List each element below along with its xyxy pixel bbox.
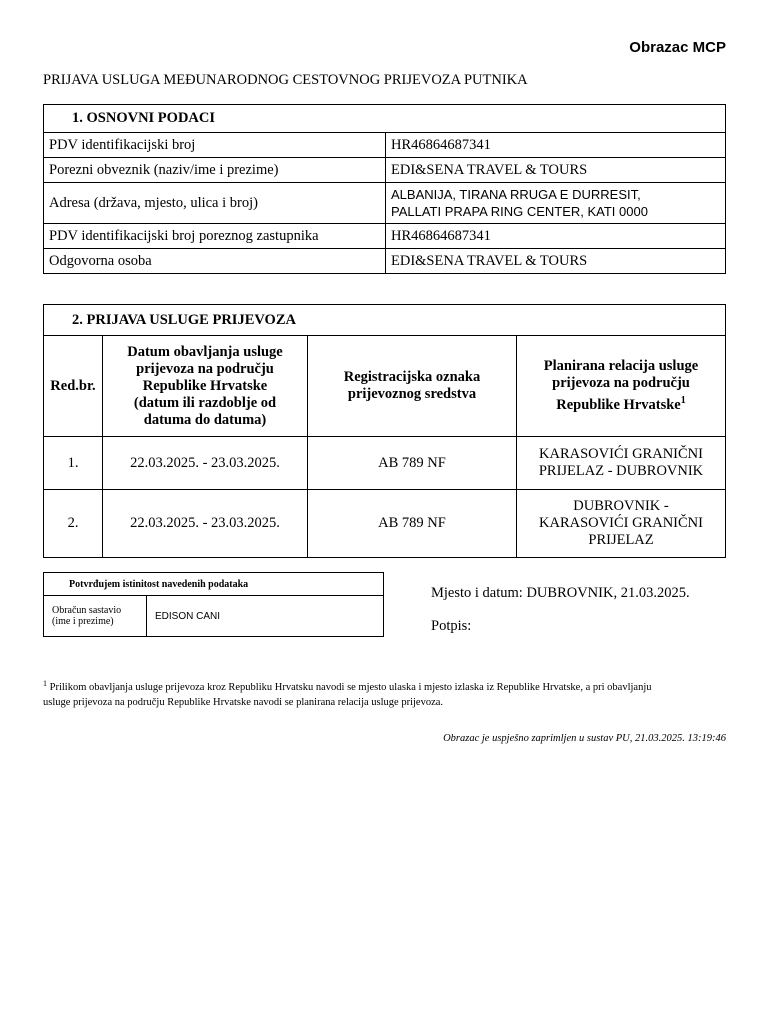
section1-heading: 1. OSNOVNI PODACI xyxy=(44,105,726,133)
address-label: Adresa (država, mjesto, ulica i broj) xyxy=(44,183,386,224)
compiled-by-label xyxy=(44,596,147,637)
col-header-route-text: Republike Hrvatske xyxy=(556,397,681,413)
footnote-mark: 1 xyxy=(43,679,47,688)
vat-id-value: HR46864687341 xyxy=(386,133,726,158)
table-row xyxy=(44,437,726,490)
transport-service-table xyxy=(43,304,726,558)
table-row xyxy=(44,490,726,558)
row-route xyxy=(517,490,726,558)
row-route-line: PRIJELAZ - DUBROVNIK xyxy=(538,463,704,479)
row-route xyxy=(517,437,726,490)
row-date: 22.03.2025. - 23.03.2025. xyxy=(103,490,308,558)
signature-label: Potpis: xyxy=(431,618,472,634)
row-route-line: KARASOVIĆI GRANIČNI xyxy=(539,446,703,462)
col-header-date-line: Republike Hrvatske xyxy=(142,377,268,394)
address-line-2: PALLATI PRAPA RING CENTER, KATI 0000 xyxy=(391,204,648,219)
row-registration: AB 789 NF xyxy=(308,437,517,490)
received-note: Obrazac je uspješno zaprimljen u sustav PU, 21.03.2025. 13:19:46 xyxy=(443,733,726,744)
col-header-reg-line: prijevoznog sredstva xyxy=(347,386,477,402)
row-route-line: PRIJELAZ xyxy=(588,532,654,548)
footnote-text: Prilikom obavljanja usluge prijevoza kroz Republiku Hrvatsku navodi se mjesto ulaska i mjesto izlaska iz Republike Hrvatske, a pri obavljanju xyxy=(49,682,652,693)
compiled-by-name: EDISON CANI xyxy=(147,596,384,637)
table-row xyxy=(44,158,726,183)
col-header-date xyxy=(103,336,308,437)
col-header-route-line: prijevoza na području xyxy=(552,375,690,391)
representative-vat-label: PDV identifikacijski broj poreznog zastupnika xyxy=(44,224,386,249)
footnote-line: usluge prijevoza na području Republike Hrvatske navodi se planirana relacija usluge prijevoza. xyxy=(43,697,444,708)
footnote-line xyxy=(43,676,733,695)
confirmation-heading: Potvrđujem istinitost navedenih podataka xyxy=(44,573,384,596)
form-code: Obrazac MCP xyxy=(629,39,726,56)
row-route-line: KARASOVIĆI GRANIČNI xyxy=(539,515,703,531)
col-header-date-line: (datum ili razdoblje od xyxy=(133,394,277,411)
footnote-ref: 1 xyxy=(680,395,686,406)
vat-id-label: PDV identifikacijski broj xyxy=(44,133,386,158)
confirmation-box xyxy=(43,572,384,637)
row-date: 22.03.2025. - 23.03.2025. xyxy=(103,437,308,490)
table-row xyxy=(44,183,726,224)
col-header-reg-line: Registracijska oznaka xyxy=(343,369,481,385)
address-value xyxy=(386,183,726,224)
col-header-route-line: Planirana relacija usluge xyxy=(543,358,699,374)
section2-heading: 2. PRIJAVA USLUGE PRIJEVOZA xyxy=(44,305,726,336)
col-header-date-line: datuma do datuma) xyxy=(143,411,267,428)
col-header-route-line xyxy=(523,392,719,414)
taxpayer-value: EDI&SENA TRAVEL & TOURS xyxy=(386,158,726,183)
taxpayer-label: Porezni obveznik (naziv/ime i prezime) xyxy=(44,158,386,183)
table-header-row xyxy=(44,336,726,437)
table-row xyxy=(44,133,726,158)
table-row xyxy=(44,249,726,274)
place-and-date: Mjesto i datum: DUBROVNIK, 21.03.2025. xyxy=(431,585,690,601)
col-header-no: Red.br. xyxy=(44,336,103,437)
row-no: 1. xyxy=(44,437,103,490)
representative-vat-value: HR46864687341 xyxy=(386,224,726,249)
row-route-line: DUBROVNIK - xyxy=(573,498,669,514)
row-no: 2. xyxy=(44,490,103,558)
row-registration: AB 789 NF xyxy=(308,490,517,558)
col-header-date-line: Datum obavljanja usluge xyxy=(127,343,283,360)
address-line-1: ALBANIJA, TIRANA RRUGA E DURRESIT, xyxy=(391,187,641,202)
compiled-by-label-line: Obračun sastavio xyxy=(52,605,122,616)
basic-data-table xyxy=(43,104,726,274)
col-header-route xyxy=(517,336,726,437)
responsible-person-label: Odgovorna osoba xyxy=(44,249,386,274)
table-row xyxy=(44,224,726,249)
document-title: PRIJAVA USLUGA MEĐUNARODNOG CESTOVNOG PRIJEVOZA PUTNIKA xyxy=(43,72,528,88)
responsible-person-value: EDI&SENA TRAVEL & TOURS xyxy=(386,249,726,274)
compiled-by-label-line: (ime i prezime) xyxy=(52,616,114,627)
col-header-date-line: prijevoza na području xyxy=(136,360,274,377)
col-header-registration xyxy=(308,336,517,437)
footnote xyxy=(43,676,733,710)
